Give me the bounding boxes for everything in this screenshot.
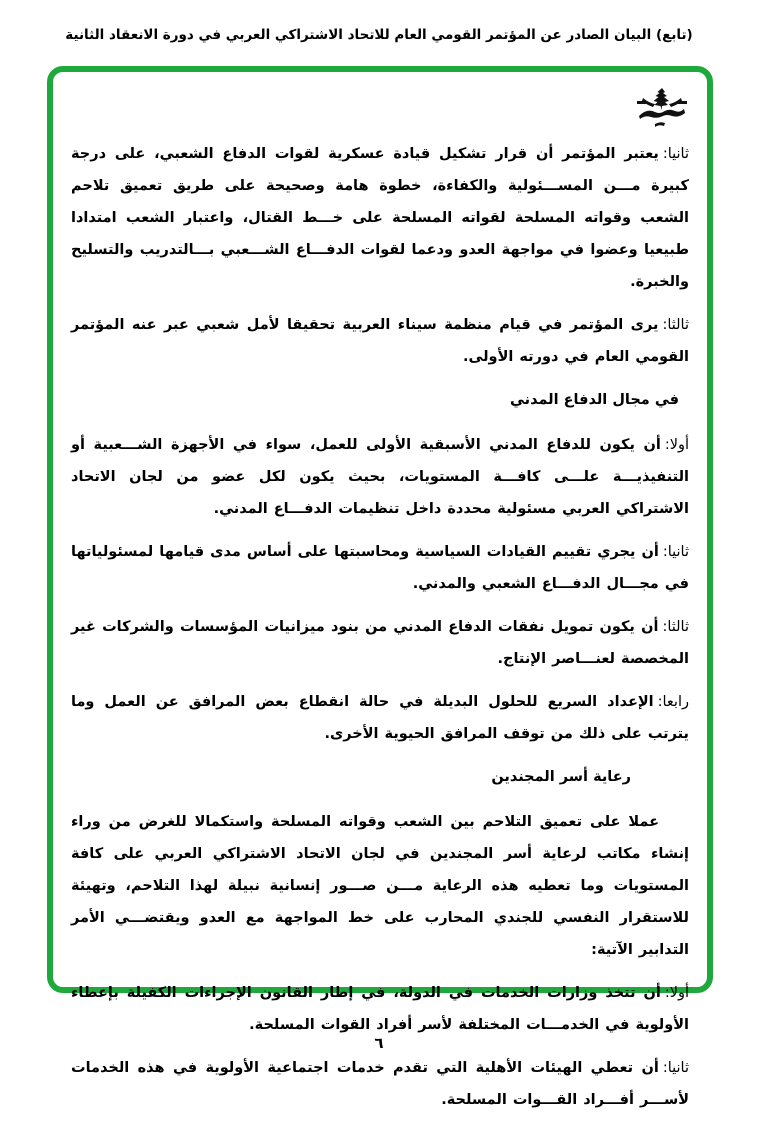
paragraph-text: يعتبر المؤتمر أن قرار تشكيل قيادة عسكرية لقوات الدفاع الشعبي، على درجة كبيرة مـــن المســـئولية والكفاءة، خطوة هامة وصحيحة على طريق تعميق تلاحم الشعب وقواته المسلحة لقواته المسلحة على خـــط القتال، واعتبار الشعب امتدادا طبيعيا وعضوا في مواجهة العدو ودعما لقوات الدفـــاع الشـــعبي بـــالتدريب والتسليح والخبرة.: [71, 146, 689, 290]
ordinal-lead: ثانيا:: [662, 544, 689, 560]
paragraph-thaniyan-defense-forces: [71, 138, 689, 298]
ordinal-lead: ثالثا:: [662, 619, 689, 635]
paragraph-thalithan-sinai-org: [71, 309, 689, 373]
paragraph-thalithan-funding: [71, 611, 689, 675]
paragraph-text: أن يكون تمويل نفقات الدفاع المدني من بنود ميزانيات المؤسسات والشركات غير المخصصة لعنـــاصر الإنتاج.: [71, 619, 689, 667]
paragraph-text: أن تتخذ وزارات الخدمات في الدولة، في إطار القانون الإجراءات الكفيلة بإعطاء الأولوية في الخدمـــات المختلفة لأسر أفراد القوات المسلحة.: [71, 985, 689, 1033]
paragraph-cohesion-intro: [71, 806, 689, 966]
paragraph-text: يرى المؤتمر في قيام منظمة سيناء العربية تحقيقا لأمل شعبي عبر عنه المؤتمر القومي العام في دورته الأولى.: [71, 317, 689, 365]
paragraph-text: أن يكون للدفاع المدني الأسبقية الأولى للعمل، سواء في الأجهزة الشـــعبية أو التنفيذيـــة علـــى كافـــة المستويات، بحيث يكون لكل عضو من لجان الاتحاد الاشتراكي العربي مسئولية محددة داخل تنظيمات الدفـــاع المدني.: [71, 437, 689, 517]
ordinal-lead: أولا:: [664, 985, 689, 1001]
page-number: ٦: [374, 1034, 384, 1052]
paragraph-awalan-civil-defense-priority: [71, 429, 689, 525]
document-green-frame: [47, 66, 713, 1108]
paragraph-thaniyan-civil-bodies: [71, 1052, 689, 1116]
document-body: [65, 72, 695, 1108]
ordinal-lead: ثالثا:: [662, 317, 689, 333]
page-header-title: (تابع) البيان الصادر عن المؤتمر القومي العام للاتحاد الاشتراكي العربي في دورة الانعقاد الثانية: [65, 27, 693, 43]
paragraph-thaniyan-leadership-evaluation: [71, 536, 689, 600]
ordinal-lead: ثانيا:: [662, 146, 689, 162]
ordinal-lead: أولا:: [664, 437, 689, 453]
paragraph-awalan-service-ministries: [71, 977, 689, 1041]
heading-conscript-families-care: رعاية أسر المجندين: [491, 769, 631, 785]
paragraph-text: الإعداد السريع للحلول البديلة في حالة انقطاع بعض المرافق عن العمل وما يترتب على ذلك من توقف المرافق الحيوية الأخرى.: [71, 694, 689, 742]
ordinal-lead: ثانيا:: [662, 1060, 689, 1076]
paragraph-rabian-alternative-solutions: [71, 686, 689, 750]
paragraph-text: أن يجري تقييم القيادات السياسية ومحاسبتها على أساس مدى قيامها لمسئولياتها في مجـــال الدفـــاع الشعبي والمدني.: [71, 544, 689, 592]
paragraph-text: عملا على تعميق التلاحم بين الشعب وقواته المسلحة واستكمالا للغرض من وراء إنشاء مكاتب لرعاية أسر المجندين في لجان الاتحاد الاشتراكي العربي على كافة المستويات وما تعطيه هذه الرعاية مـــن صـــور إنسانية نبيلة لهذا التلاحم، وتهيئة للاستقرار النفسي للجندي المحارب على خط المواجهة مع العدو ويقتضـــي الأمر التدابير الآتية:: [71, 814, 689, 958]
paragraph-text: أن تعطي الهيئات الأهلية التي تقدم خدمات اجتماعية الأولوية في هذه الخدمات لأســـر أفـــراد القـــوات المسلحة.: [71, 1060, 689, 1108]
heading-civil-defense: في مجال الدفاع المدني: [509, 392, 679, 408]
ordinal-lead: رابعا:: [657, 694, 689, 710]
